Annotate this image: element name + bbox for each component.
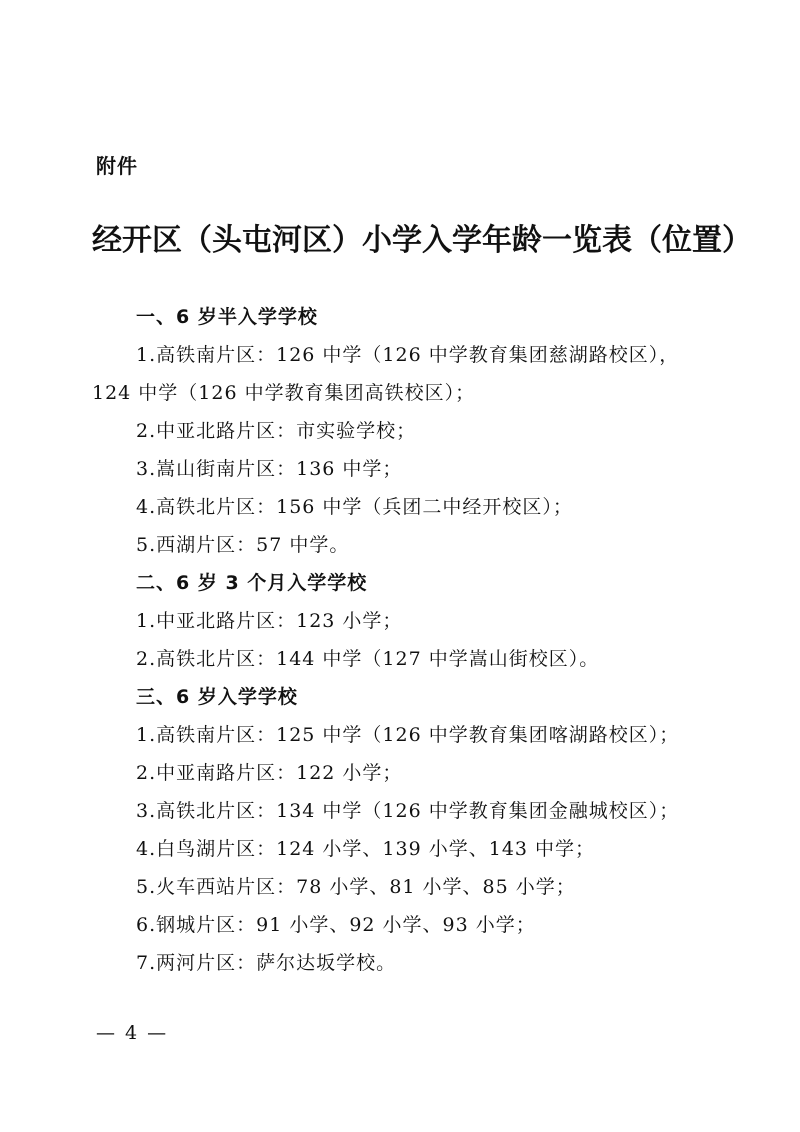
list-item: 2.高铁北片区：144 中学（127 中学嵩山街校区）。	[136, 648, 600, 670]
list-item: 3.高铁北片区：134 中学（126 中学教育集团金融城校区）；	[136, 800, 680, 822]
section-heading: 二、6 岁 3 个月入学学校	[136, 572, 368, 594]
list-item: 1.高铁南片区：126 中学（126 中学教育集团慈湖路校区），	[136, 344, 680, 366]
document-title: 经开区（头屯河区）小学入学年龄一览表（位置）	[92, 223, 752, 258]
list-item: 5.西湖片区：57 中学。	[136, 534, 350, 556]
page-number: — 4 —	[96, 1022, 169, 1044]
list-item: 2.中亚南路片区：122 小学；	[136, 762, 403, 784]
attachment-label: 附件	[96, 154, 138, 178]
list-item: 1.中亚北路片区：123 小学；	[136, 610, 403, 632]
document-body	[92, 298, 732, 982]
list-item: 6.钢城片区：91 小学、92 小学、93 小学；	[136, 914, 536, 936]
list-item: 4.白鸟湖片区：124 小学、139 小学、143 中学；	[136, 838, 596, 860]
list-item: 2.中亚北路片区：市实验学校；	[136, 420, 417, 442]
list-item: 3.嵩山街南片区：136 中学；	[136, 458, 403, 480]
list-item-continuation: 124 中学（126 中学教育集团高铁校区）；	[92, 382, 476, 404]
list-item: 4.高铁北片区：156 中学（兵团二中经开校区）；	[136, 496, 573, 518]
list-item: 7.两河片区：萨尔达坂学校。	[136, 952, 397, 974]
section-heading: 三、6 岁入学学校	[136, 686, 298, 708]
section-heading: 一、6 岁半入学学校	[136, 306, 318, 328]
list-item: 5.火车西站片区：78 小学、81 小学、85 小学；	[136, 876, 576, 898]
list-item: 1.高铁南片区：125 中学（126 中学教育集团喀湖路校区）；	[136, 724, 680, 746]
